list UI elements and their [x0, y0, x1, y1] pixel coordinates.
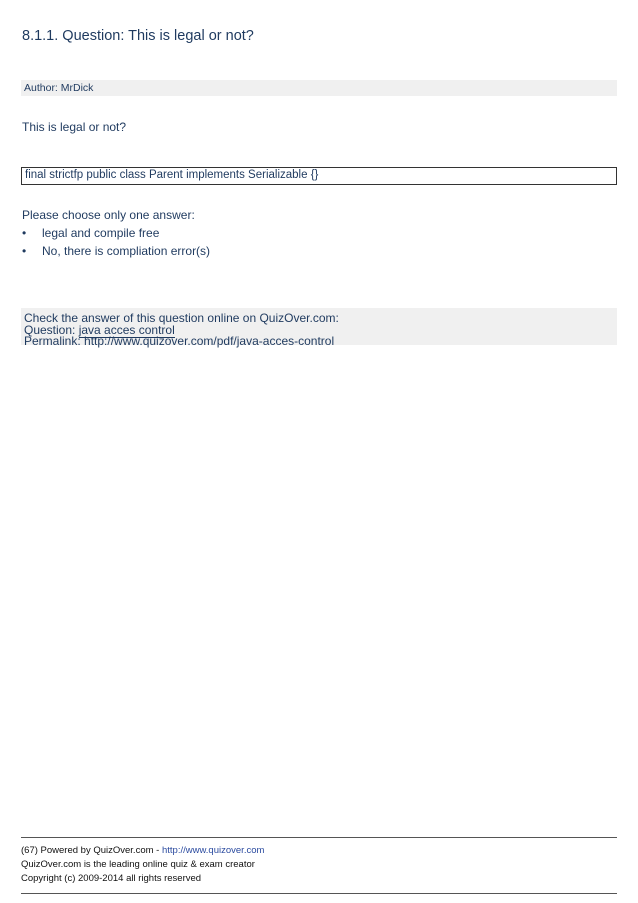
permalink-text: Permalink: http://www.quizover.com/pdf/java-acces-control: [24, 334, 335, 348]
footer-divider-bottom: [21, 893, 617, 894]
bullet-icon: •: [22, 226, 27, 240]
footer-tagline: QuizOver.com is the leading online quiz & exam creator: [21, 859, 255, 870]
code-box: [21, 167, 617, 185]
bullet-icon: •: [22, 243, 27, 258]
choose-label: Please choose only one answer:: [22, 208, 195, 222]
code-snippet: final strictfp public class Parent implements Serializable {}: [25, 169, 319, 181]
footer-site-link[interactable]: http://www.quizover.com: [161, 845, 265, 856]
answer-label: legal and compile free: [42, 226, 160, 240]
question-link[interactable]: java acces control: [78, 323, 175, 337]
footer-divider-top: [21, 837, 617, 838]
question-heading: 8.1.1. Question: This is legal or not?: [22, 28, 254, 44]
answer-label: No, there is compliation error(s): [42, 243, 211, 258]
check-online-text: Check the answer of this question online on QuizOver.com:: [24, 311, 339, 325]
author-bar: [21, 80, 617, 96]
check-answer-panel: [21, 308, 617, 348]
question-link-prefix: Question:: [24, 323, 79, 337]
footer-powered-prefix: (67) Powered by QuizOver.com -: [21, 845, 162, 856]
author-label: Author: MrDick: [24, 82, 94, 94]
footer-copyright: Copyright (c) 2009-2014 all rights reserved: [21, 873, 202, 884]
question-text: This is legal or not?: [22, 120, 127, 134]
footer-powered-line: [21, 845, 264, 856]
